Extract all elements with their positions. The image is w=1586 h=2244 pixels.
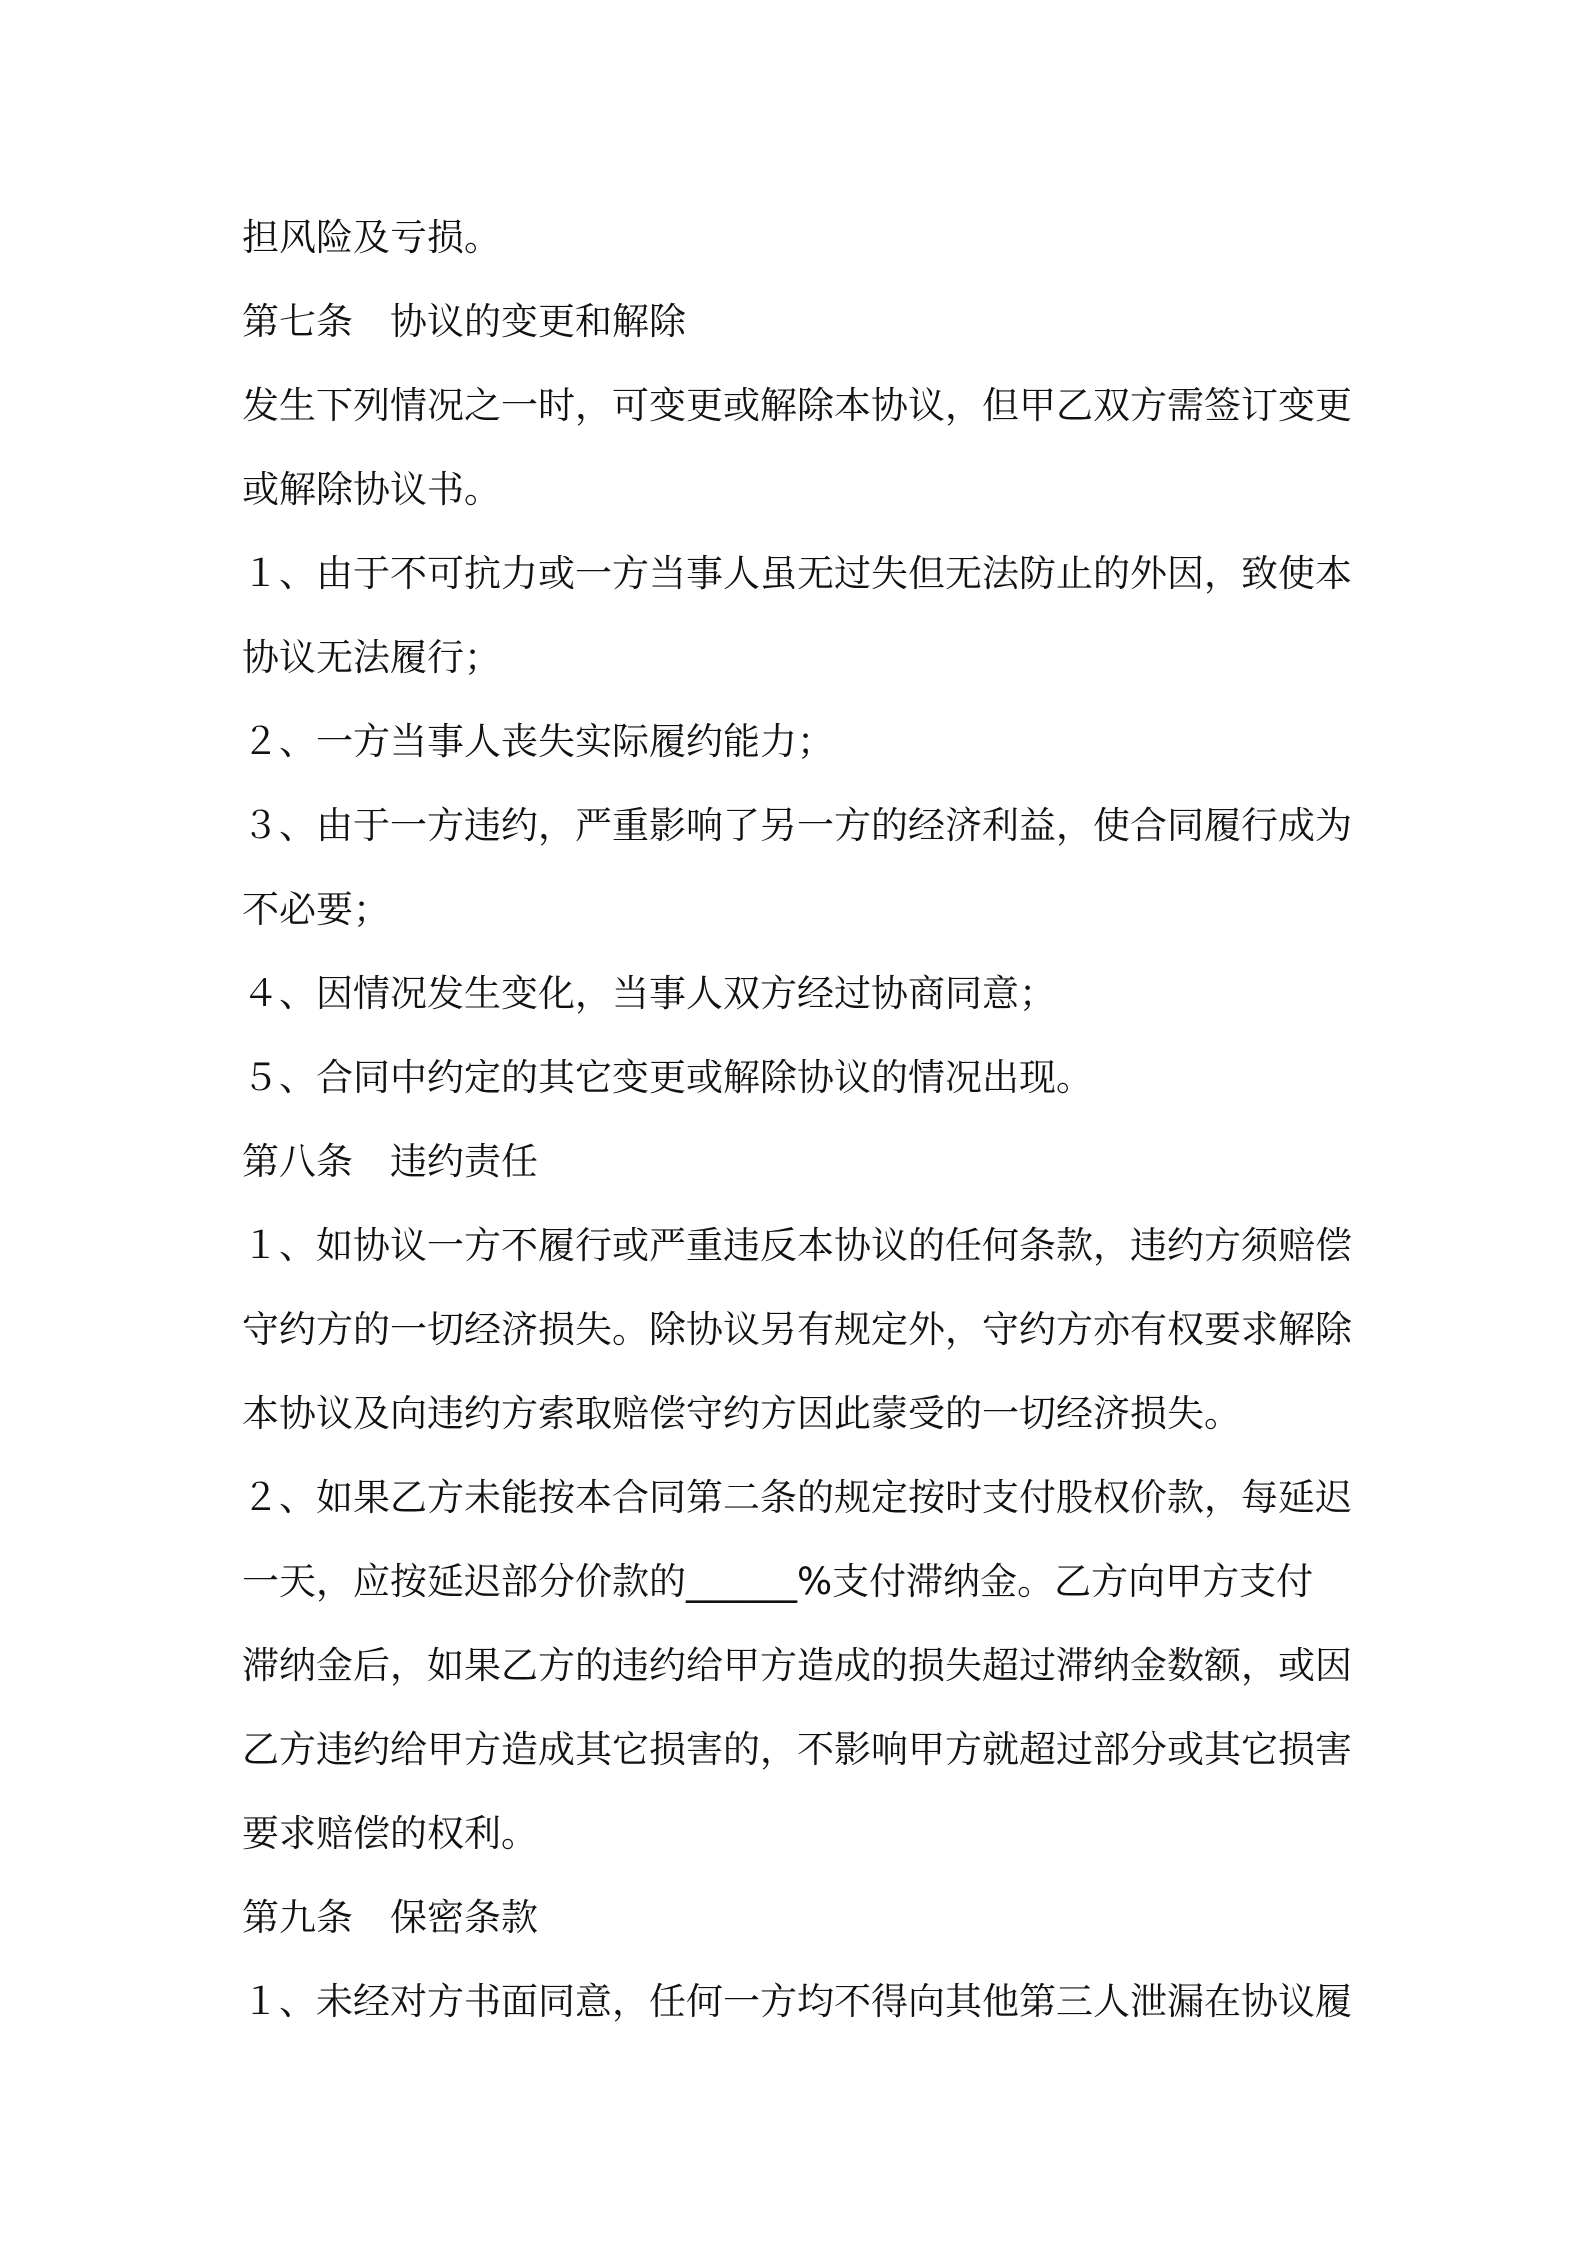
paragraph-line: ５、合同中约定的其它变更或解除协议的情况出现。: [242, 1056, 1093, 1099]
paragraph-line: 不必要；: [242, 888, 390, 931]
document-body: [242, 196, 1362, 2044]
paragraph-line: ３、由于一方违约，严重影响了另一方的经济利益，使合同履行成为: [242, 804, 1352, 847]
paragraph-line: １、未经对方书面同意，任何一方均不得向其他第三人泄漏在协议履: [242, 1980, 1352, 2023]
paragraph-line: 一天，应按延迟部分价款的______%支付滞纳金。乙方向甲方支付: [242, 1560, 1314, 1603]
paragraph-line: 乙方违约给甲方造成其它损害的，不影响甲方就超过部分或其它损害: [242, 1728, 1352, 1771]
article-number: 第七条: [242, 300, 353, 343]
article-number: 第九条: [242, 1896, 353, 1939]
paragraph-line: 守约方的一切经济损失。除协议另有规定外，守约方亦有权要求解除: [242, 1308, 1352, 1351]
paragraph-line: 滞纳金后，如果乙方的违约给甲方造成的损失超过滞纳金数额，或因: [242, 1644, 1352, 1687]
article-heading-9: [242, 1876, 1362, 1960]
paragraph-line: １、由于不可抗力或一方当事人虽无过失但无法防止的外因，致使本: [242, 552, 1352, 595]
article-heading-7: [242, 280, 1362, 364]
paragraph-line: ２、一方当事人丧失实际履约能力；: [242, 720, 834, 763]
paragraph-line: 发生下列情况之一时，可变更或解除本协议，但甲乙双方需签订变更: [242, 384, 1352, 427]
paragraph-line: １、如协议一方不履行或严重违反本协议的任何条款，违约方须赔偿: [242, 1224, 1352, 1267]
paragraph-line: 或解除协议书。: [242, 468, 501, 511]
paragraph-line: ２、如果乙方未能按本合同第二条的规定按时支付股权价款，每延迟: [242, 1476, 1352, 1519]
paragraph-line: 协议无法履行；: [242, 636, 501, 679]
article-number: 第八条: [242, 1140, 353, 1183]
article-title: 协议的变更和解除: [390, 300, 686, 343]
article-heading-8: [242, 1120, 1362, 1204]
paragraph-line: 本协议及向违约方索取赔偿守约方因此蒙受的一切经济损失。: [242, 1392, 1241, 1435]
paragraph-line: ４、因情况发生变化，当事人双方经过协商同意；: [242, 972, 1056, 1015]
paragraph-line: 要求赔偿的权利。: [242, 1812, 538, 1855]
paragraph-line: 担风险及亏损。: [242, 216, 501, 259]
article-title: 违约责任: [390, 1140, 538, 1183]
article-title: 保密条款: [390, 1896, 538, 1939]
